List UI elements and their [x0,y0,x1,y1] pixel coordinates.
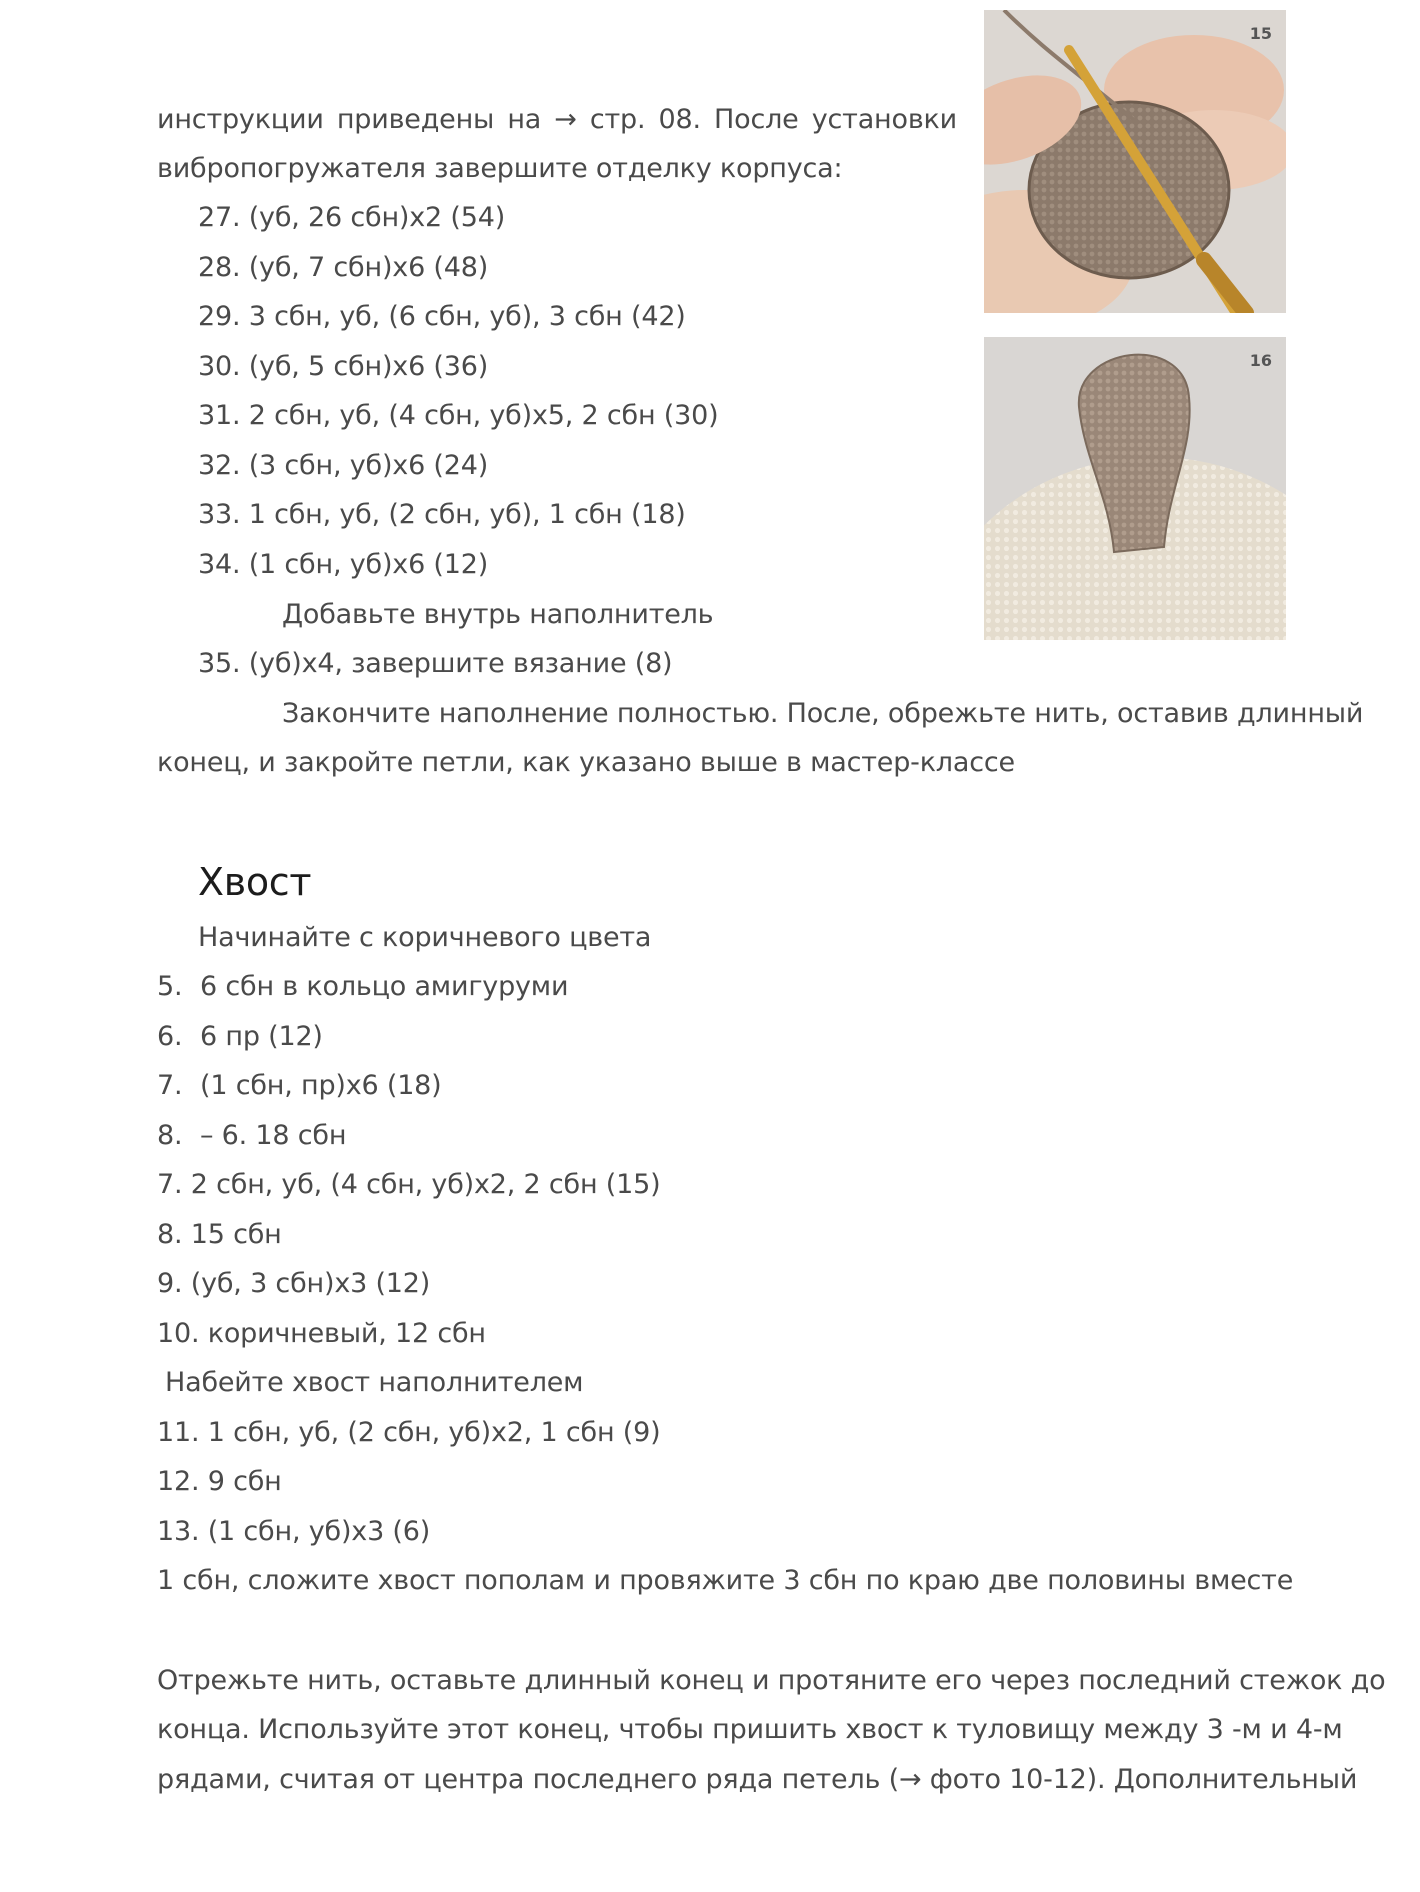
list-number: 5. [157,971,183,1002]
final-line-2: конца. Используйте этот конец, чтобы пришить хвост к туловищу между 3 -м и 4-м [157,1714,1343,1745]
list-item: 6 сбн в кольцо амигуруми [200,971,569,1002]
list-number: 8. [157,1120,183,1151]
list-item: (1 сбн, пр)х6 (18) [200,1070,442,1101]
row-28: 28. (уб, 7 сбн)х6 (48) [198,252,489,283]
tail-stuff-note: Набейте хвост наполнителем [165,1367,584,1398]
photo-16 [984,337,1286,640]
intro-line-2: вибропогружателя завершите отделку корпуса: [157,153,843,184]
row-33: 33. 1 сбн, уб, (2 сбн, уб), 1 сбн (18) [198,499,686,530]
list-item: – 6. 18 сбн [200,1120,347,1151]
amigurumi-tail-photo-icon [984,337,1286,640]
tail-row: 13. (1 сбн, уб)х3 (6) [157,1516,431,1547]
list-number: 7. [157,1070,183,1101]
row-29: 29. 3 сбн, уб, (6 сбн, уб), 3 сбн (42) [198,301,686,332]
list-item: 6 пр (12) [200,1021,323,1052]
final-line-3: рядами, считая от центра последнего ряда петель (→ фото 10-12). Дополнительный [157,1764,1358,1795]
crochet-hook-photo-icon [984,10,1286,313]
row-34: 34. (1 сбн, уб)х6 (12) [198,549,489,580]
row-27: 27. (уб, 26 сбн)х2 (54) [198,202,506,233]
photo-15 [984,10,1286,313]
intro-line-1: инструкции приведены на → стр. 08. После установки [157,104,957,135]
finish-line-2: конец, и закройте петли, как указано выше в мастер-классе [157,747,1015,778]
tail-row: 7. 2 сбн, уб, (4 сбн, уб)х2, 2 сбн (15) [157,1169,661,1200]
final-line-1: Отрежьте нить, оставьте длинный конец и протяните его через последний стежок до [157,1665,1386,1696]
row-32: 32. (3 сбн, уб)х6 (24) [198,450,489,481]
tail-row: 10. коричневый, 12 сбн [157,1318,486,1349]
add-filling-note: Добавьте внутрь наполнитель [282,599,714,630]
row-30: 30. (уб, 5 сбн)х6 (36) [198,351,489,382]
photo-number-16: 16 [1249,351,1272,370]
tail-row: 1 сбн, сложите хвост пополам и провяжите 3 сбн по краю две половины вместе [157,1565,1294,1596]
row-35: 35. (уб)х4, завершите вязание (8) [198,648,673,679]
photo-number-15: 15 [1249,24,1272,43]
tail-row: 11. 1 сбн, уб, (2 сбн, уб)х2, 1 сбн (9) [157,1417,661,1448]
tail-row: 9. (уб, 3 сбн)х3 (12) [157,1268,431,1299]
list-number: 6. [157,1021,183,1052]
tail-row: 8. 15 сбн [157,1219,282,1250]
tail-row: 12. 9 сбн [157,1466,282,1497]
finish-line-1: Закончите наполнение полностью. После, обрежьте нить, оставив длинный [282,698,1364,729]
tail-start-note: Начинайте с коричневого цвета [198,922,652,953]
row-31: 31. 2 сбн, уб, (4 сбн, уб)х5, 2 сбн (30) [198,400,719,431]
section-heading-tail: Хвост [198,860,312,904]
